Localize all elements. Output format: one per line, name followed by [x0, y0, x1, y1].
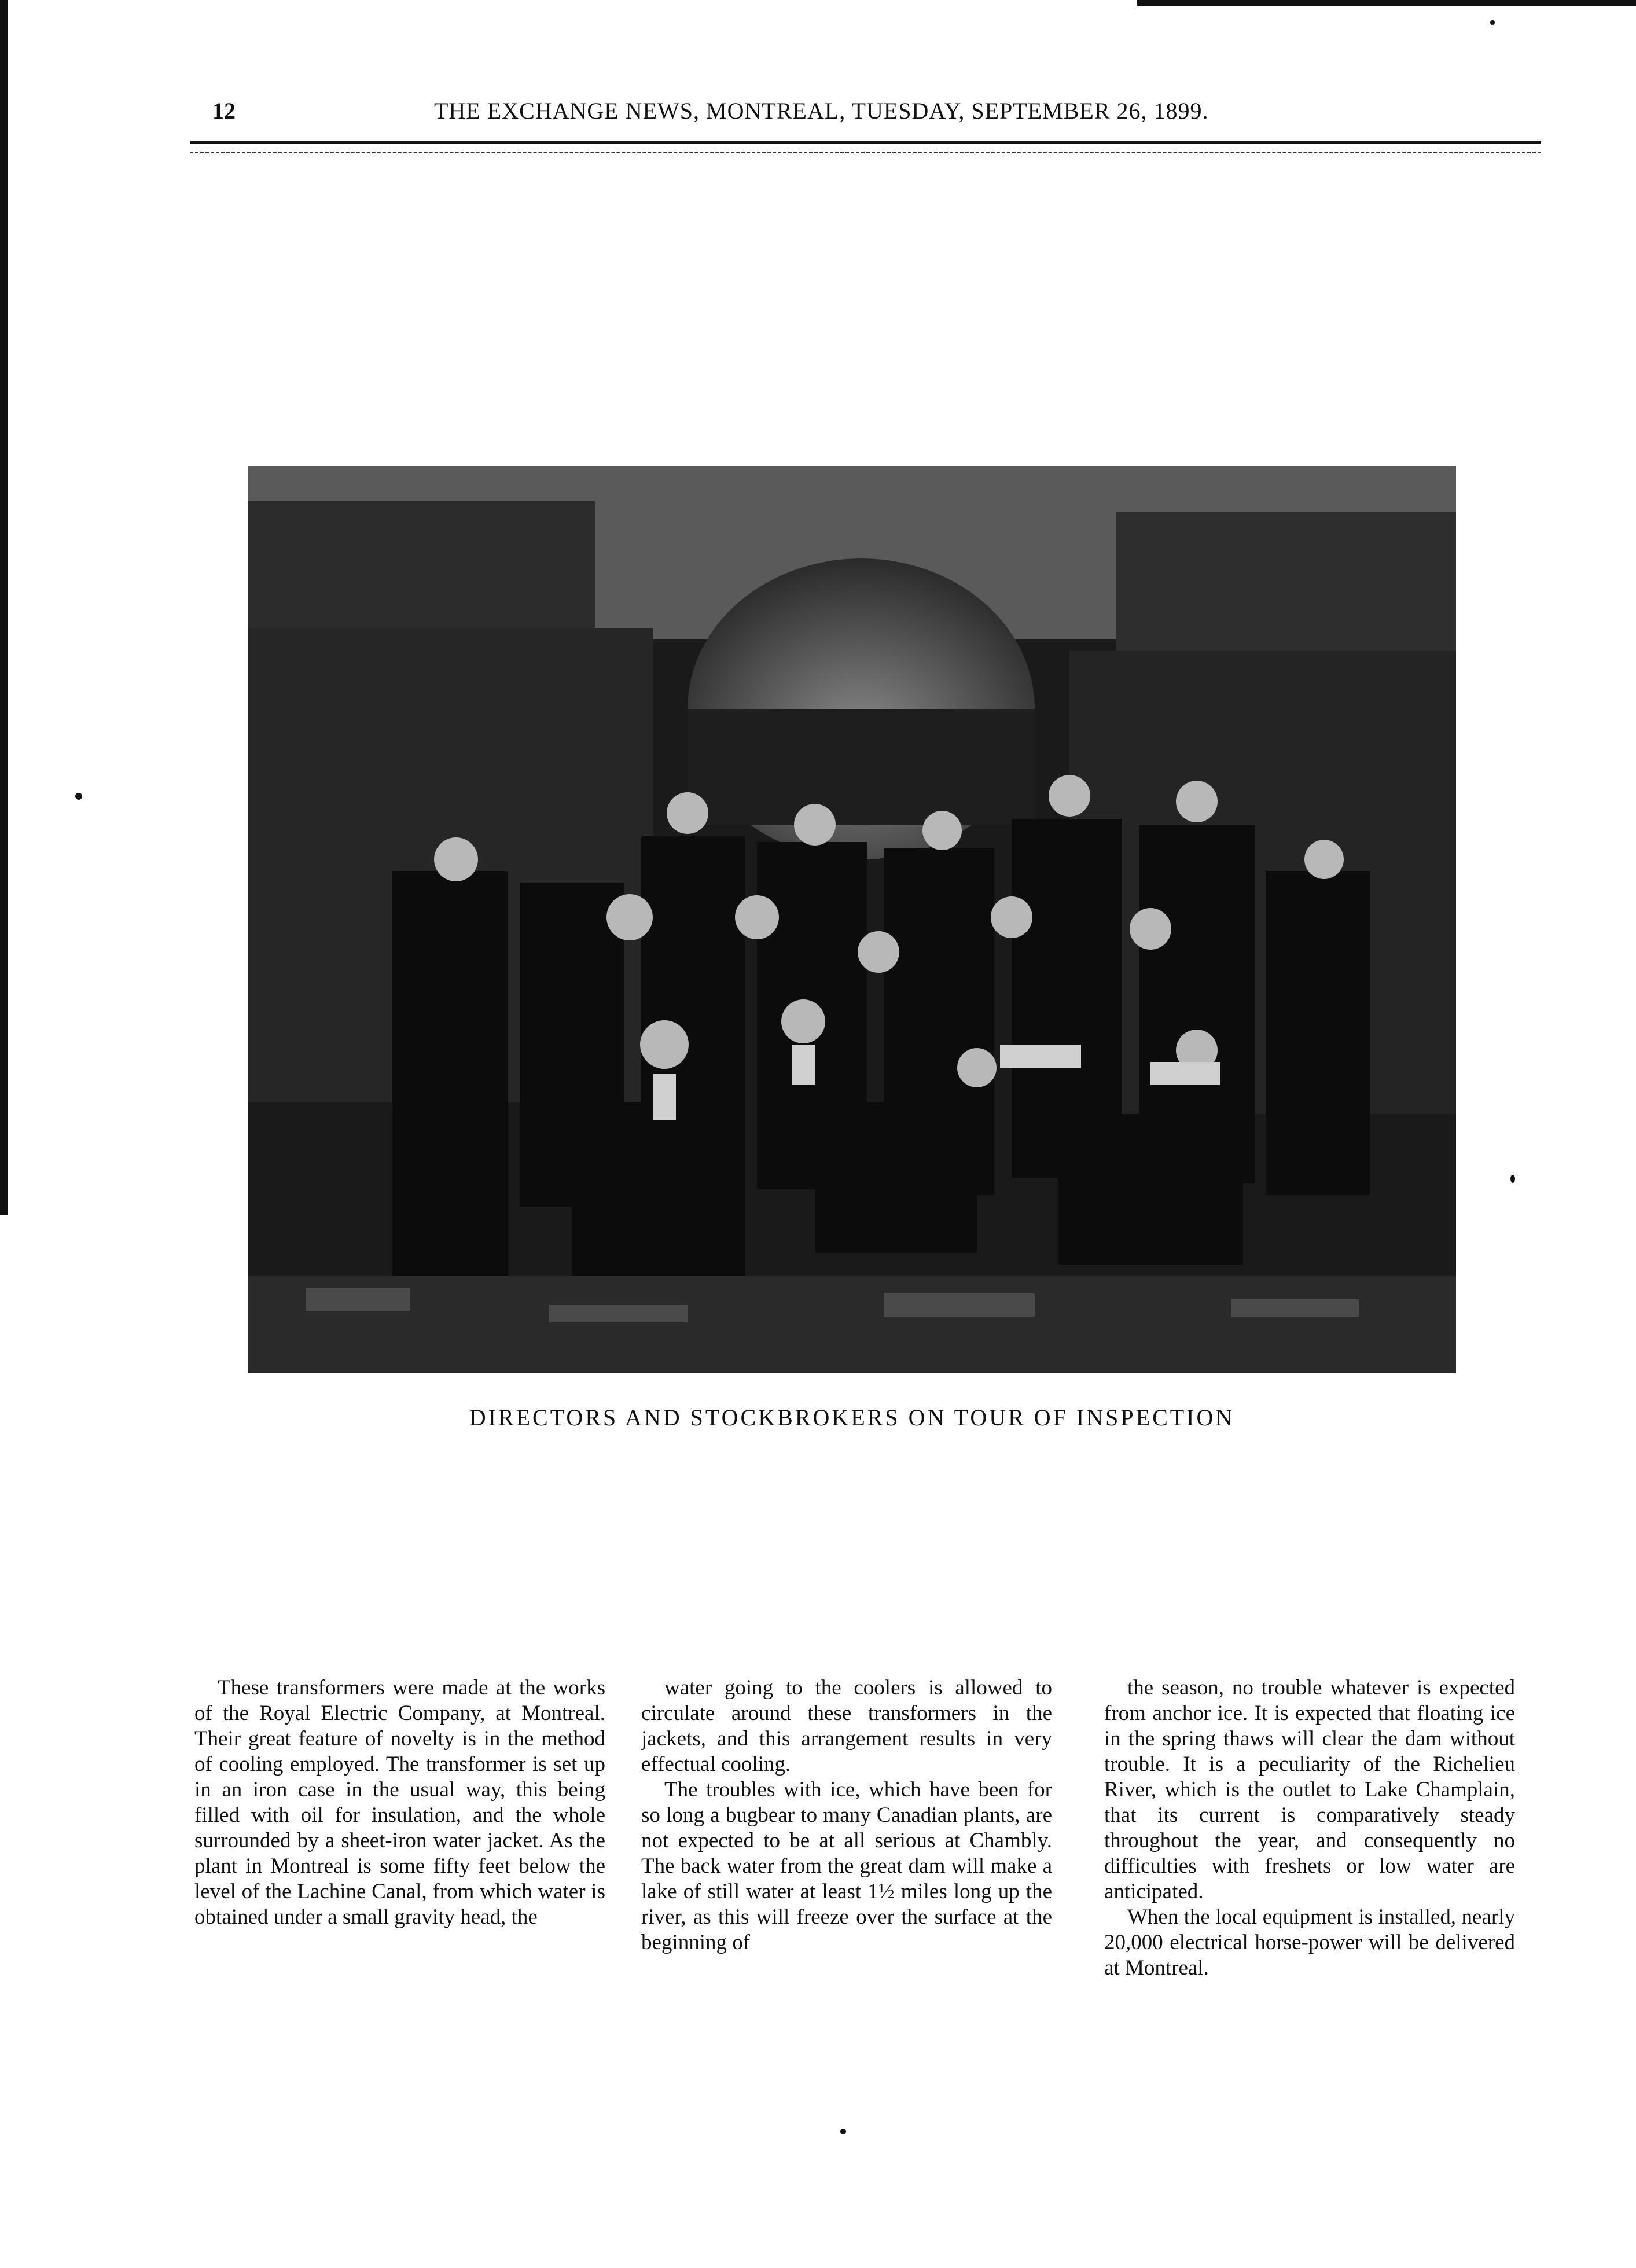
- article-paragraph: The troubles with ice, which have been for so long a bugbear to many Canadian plants, are not expected to be at all serious at Chambly. The back water from the great dam will make a lake of still water at least 1½ miles long up the river, as this will freeze over the surface at the beginning of: [641, 1778, 1052, 1954]
- page-header: [200, 91, 1536, 132]
- article-column-1: [194, 1675, 605, 1930]
- photo-caption: DIRECTORS AND STOCKBROKERS ON TOUR OF INSPECTION: [469, 1405, 1235, 1431]
- article-paragraph: When the local equipment is installed, nearly 20,000 electrical horse-power will be delivered at Montreal.: [1104, 1905, 1515, 1980]
- scan-speck: [1510, 1175, 1515, 1183]
- group-photograph: [248, 466, 1456, 1373]
- photograph-image: [248, 466, 1456, 1373]
- scan-speck: [840, 2129, 846, 2134]
- page-edge-rule: [0, 0, 8, 1215]
- article-column-3: [1104, 1675, 1515, 1981]
- page-number: 12: [212, 98, 236, 124]
- header-rule-dashed: [190, 152, 1541, 155]
- scan-speck: [1490, 20, 1495, 25]
- article-paragraph: water going to the coolers is allowed to circulate around these transformers in the jackets, and this arrangement results in very effectual cooling.: [641, 1676, 1052, 1776]
- scan-speck: [75, 793, 82, 800]
- article-paragraph: the season, no trouble whatever is expected from anchor ice. It is expected that floating ice in the spring thaws will clear the dam without trouble. It is a peculiarity of the Richelieu River, which is the outlet to Lake Champlain, that its current is comparatively steady throughout the year, and consequently no difficulties with freshets or low water are anticipated.: [1104, 1676, 1515, 1903]
- top-edge-rule: [1137, 0, 1636, 6]
- masthead: THE EXCHANGE NEWS, MONTREAL, TUESDAY, SEPTEMBER 26, 1899.: [434, 98, 1209, 124]
- header-rule: [190, 141, 1541, 144]
- article-paragraph: These transformers were made at the works of the Royal Electric Company, at Montreal. Their great feature of novelty is in the method of cooling employed. The transformer is set up in an iron case in the usual way, this being filled with oil for insulation, and the whole surrounded by a sheet-iron water jacket. As the plant in Montreal is some fifty feet below the level of the Lachine Canal, from which water is obtained under a small gravity head, the: [194, 1676, 605, 1929]
- article-column-2: [641, 1675, 1052, 1955]
